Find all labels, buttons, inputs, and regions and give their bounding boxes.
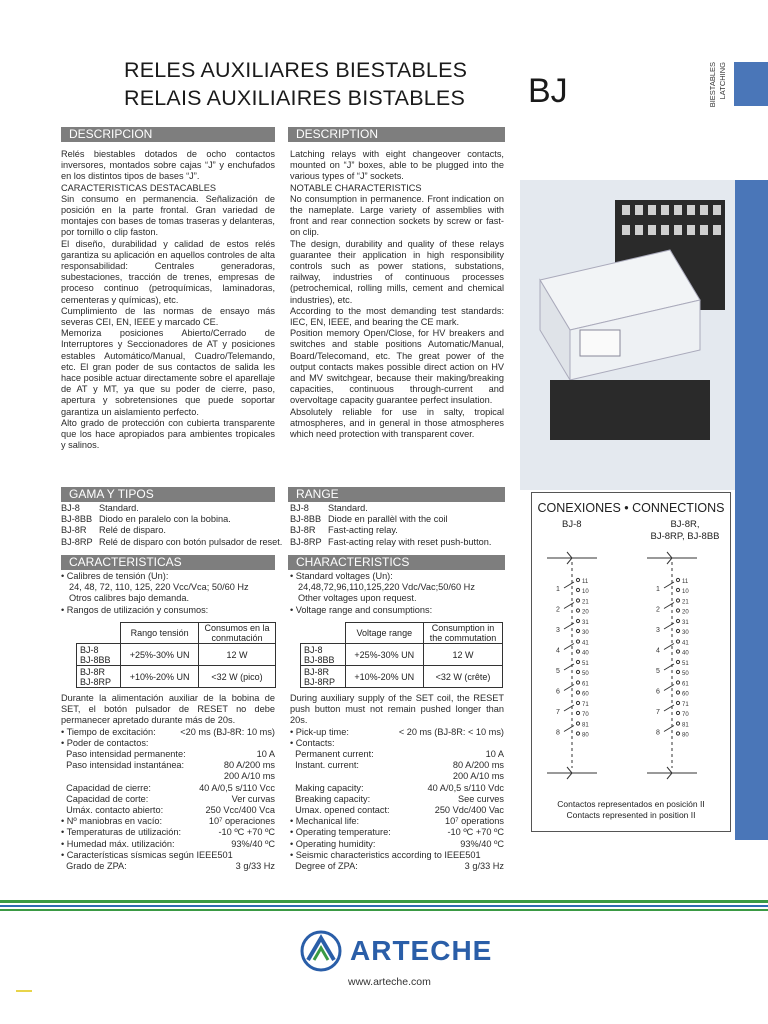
spec-value: 80 A/200 ms <box>452 760 504 771</box>
left-contact-no <box>576 722 579 725</box>
product-code: BJ <box>528 72 568 110</box>
left-contact-nc <box>576 609 579 612</box>
blue-side-bar <box>735 180 768 840</box>
range-list <box>290 503 504 548</box>
left-contact-nc <box>576 711 579 714</box>
left-terminal-label: 61 <box>582 681 589 688</box>
right-terminal-number: 1 <box>656 586 660 593</box>
side-tab-es: BIESTABLES <box>708 62 717 108</box>
arteche-logo-icon <box>300 930 342 972</box>
table-row <box>301 666 503 688</box>
right-terminal-label: 30 <box>682 630 689 636</box>
right-contact-nc <box>676 588 679 591</box>
model-code: BJ-8R <box>290 525 316 536</box>
paragraph: NOTABLE CHARACTERISTICS <box>290 182 422 193</box>
paragraph: CARACTERISTICAS DESTACABLES <box>61 182 217 193</box>
spec-value: 200 A/10 ms <box>452 771 504 782</box>
characteristics-head <box>290 571 504 616</box>
left-terminal-label: 40 <box>582 650 589 657</box>
spec-key: Capacidad de cierre: <box>61 782 151 793</box>
side-tab <box>734 62 768 106</box>
left-terminal-number: 2 <box>556 606 560 614</box>
cons-cell: 12 W <box>199 644 276 666</box>
wiring-diagram <box>532 548 730 798</box>
spec-key: Capacidad de corte: <box>61 793 149 804</box>
left-terminal-label: 80 <box>582 732 589 739</box>
spec-key: Grado de ZPA: <box>61 861 127 872</box>
footer-blue-stripe <box>0 905 768 907</box>
website-link[interactable]: www.arteche.com <box>348 976 431 988</box>
model-name: BJ-8BB <box>80 654 111 665</box>
section-header-descripcion: DESCRIPCION <box>61 127 275 142</box>
set-note: Durante la alimentación auxiliar de la bobina de SET, el botón pulsador de RESET no debe permanecer apretado durante más de 20s. <box>61 693 275 726</box>
spec-key: • Temperaturas de utilización: <box>61 827 181 838</box>
voltage-note: Other voltages upon request. <box>298 593 417 604</box>
spec-row <box>290 794 504 805</box>
left-terminal-label: 70 <box>582 712 589 718</box>
left-terminal-label: 81 <box>582 722 589 729</box>
right-terminal-label: 20 <box>682 609 689 616</box>
tension-note: Otros calibres bajo demanda. <box>69 593 190 604</box>
spec-row <box>61 827 275 838</box>
right-contact-nc <box>676 711 679 714</box>
right-diagram-label: BJ-8R, BJ-8RP, BJ-8BB <box>650 519 720 542</box>
spec-row <box>290 760 504 771</box>
right-contact-nc <box>676 691 679 694</box>
spec-row <box>61 727 275 738</box>
right-contact-no <box>676 722 679 725</box>
right-contact-no <box>676 681 679 684</box>
set-note: During auxiliary supply of the SET coil, the RESET push button must not remain pushed longer than 20s. <box>290 693 504 726</box>
caracteristicas-specs <box>61 693 275 872</box>
left-contact-no <box>576 701 579 704</box>
left-contact-no <box>576 619 579 622</box>
right-terminal-label: 70 <box>682 712 689 718</box>
model-name: BJ-8BB <box>304 654 335 665</box>
voltage-label: • Standard voltages (Un): <box>290 571 393 581</box>
left-terminal-label: 31 <box>582 620 589 626</box>
connections-title: CONEXIONES • CONNECTIONS <box>537 501 725 515</box>
right-contact-no <box>676 619 679 622</box>
list-item <box>290 514 504 525</box>
range-cell: +25%-30% UN <box>121 644 199 666</box>
spec-value: See curves <box>458 793 504 804</box>
spec-row <box>61 805 275 816</box>
model-cell <box>77 644 121 666</box>
left-contact-no <box>576 578 579 581</box>
model-code: BJ-8BB <box>290 514 322 525</box>
corner-mark <box>16 990 32 992</box>
table-header: Rango tensión <box>121 623 199 644</box>
left-terminal-number: 8 <box>556 729 560 737</box>
spec-row <box>290 749 504 760</box>
paragraph: Absolutely reliable for use in salty, tropical atmospheres, and in general in those atmospheres which need protection with transparent cover. <box>290 406 504 440</box>
spec-key: Paso intensidad instantánea: <box>61 760 185 771</box>
paragraph: No consumption in permanence. Front indication on the nameplate. Large variety of assemblies with front and rear connection sockets by screw or fast-on clip. <box>290 193 504 238</box>
right-contact-no <box>676 578 679 581</box>
spec-row <box>290 861 504 872</box>
spec-row <box>290 850 504 861</box>
right-terminal-number: 4 <box>656 647 660 655</box>
right-terminal-label: 60 <box>682 691 689 698</box>
right-terminal-number: 3 <box>656 627 660 634</box>
paragraph: Relés biestables dotados de ocho contactos inversores, montados sobre cajas “J” y enchufados en los distintos tipos de bases “J”. <box>61 149 275 182</box>
page-title-fr: RELAIS AUXILIAIRES BISTABLES <box>124 86 465 110</box>
right-terminal-label: 81 <box>682 722 689 729</box>
right-terminal-label: 31 <box>682 620 689 626</box>
list-item <box>290 537 504 548</box>
model-code: BJ-8RP <box>61 536 93 547</box>
footer-es: Contactos representados en posición II <box>557 799 705 809</box>
left-terminal-number: 7 <box>556 709 560 716</box>
spec-value: -10 ºC +70 ºC <box>218 827 275 838</box>
spec-value: 10 A <box>256 749 275 760</box>
product-photo <box>520 180 735 490</box>
left-terminal-label: 10 <box>582 589 589 595</box>
model-name: BJ-8 <box>80 644 99 655</box>
spec-row <box>290 727 504 738</box>
description-text <box>290 149 504 440</box>
right-contact-nc <box>676 650 679 653</box>
section-header-range: RANGE <box>288 487 505 502</box>
model-name: BJ-8R <box>304 666 330 677</box>
right-contact-nc <box>676 629 679 632</box>
section-header-characteristics: CHARACTERISTICS <box>288 555 505 570</box>
right-contact-no <box>676 599 679 602</box>
spec-value: 10⁷ operaciones <box>208 816 275 827</box>
right-contact-nc <box>676 609 679 612</box>
section-header-gama: GAMA Y TIPOS <box>61 487 275 502</box>
spec-key: • Contacts: <box>290 737 335 748</box>
side-tab-en: LATCHING <box>718 62 727 100</box>
page-title-es: RELES AUXILIARES BIESTABLES <box>124 58 468 82</box>
caracteristicas-head <box>61 571 275 616</box>
list-item <box>61 525 275 536</box>
list-item <box>61 536 283 548</box>
paragraph: According to the most demanding test standards: IEC, EN, IEEE, and bearing the CE mark. <box>290 305 504 328</box>
right-terminal-label: 40 <box>682 650 689 657</box>
spec-row <box>290 816 504 827</box>
left-terminal-label: 50 <box>582 671 589 677</box>
spec-row <box>290 827 504 838</box>
right-contact-no <box>676 701 679 704</box>
rangos-label: • Rangos de utilización y consumos: <box>61 604 209 615</box>
tension-label: • Calibres de tensión (Un): <box>61 571 169 581</box>
left-diagram-label: BJ-8 <box>562 519 582 530</box>
spec-key: • Mechanical life: <box>290 816 360 827</box>
right-terminal-label: 80 <box>682 732 689 739</box>
footer-green-stripe <box>0 900 768 903</box>
cons-cell: <32 W (crête) <box>424 666 503 688</box>
left-terminal-label: 20 <box>582 609 589 616</box>
left-contact-no <box>576 660 579 663</box>
spec-value: <20 ms (BJ-8R: 10 ms) <box>180 726 275 737</box>
paragraph: Memoriza posiciones Abierto/Cerrado de Interruptores y Seccionadores de AT y posiciones estables Automático/Manual, Cuadro/Telemando, etc. El gran poder de sus contactos de salida les hace posible actuar directamente sobre el aparellaje de AT y MT, ya que su poder de cierre, paso, apertura y sobretensiones que puede soportar garantiza un aislamiento perfecto. <box>61 328 275 417</box>
paragraph: Cumplimiento de las normas de ensayo más severas CEI, EN, IEEE y marcado CE. <box>61 305 275 328</box>
spec-row <box>61 771 275 782</box>
range-cell: +25%-30% UN <box>345 644 423 666</box>
section-header-description: DESCRIPTION <box>288 127 505 142</box>
spec-key: Umáx. contacto abierto: <box>61 805 164 816</box>
left-terminal-label: 51 <box>582 661 589 667</box>
spec-key: • Características sísmicas según IEEE501 <box>61 849 233 860</box>
spec-value: 93%/40 ºC <box>231 838 275 849</box>
right-contact-nc <box>676 670 679 673</box>
spec-row <box>61 738 275 749</box>
left-contact-nc <box>576 629 579 632</box>
spec-value: 10 A <box>485 749 504 760</box>
spec-list <box>290 727 504 873</box>
voltage-values: 24,48,72,96,110,125,220 Vdc/Vac;50/60 Hz <box>298 582 475 593</box>
descripcion-text <box>61 149 275 451</box>
model-name: BJ-8RP <box>304 676 336 687</box>
spec-key: • Operating temperature: <box>290 827 391 838</box>
right-terminal-label: 21 <box>682 599 689 606</box>
right-terminal-label: 41 <box>682 640 689 647</box>
paragraph: Position memory Open/Close, for HV breakers and switches and stable positions Automatic/Manual, Board/Telecomand, etc. The great power of the output contacts makes possible direct action on HV and MV switchgear, because their making/breaking capacities, continuous through-current and overvoltage capacity guarantee perfect insulation. <box>290 328 504 406</box>
relay-illustration <box>520 180 735 490</box>
spec-key: • Seismic characteristics according to IEEE501 <box>290 849 481 860</box>
spec-row <box>61 783 275 794</box>
spec-value: Ver curvas <box>231 793 275 804</box>
model-code: BJ-8 <box>290 503 309 513</box>
right-contact-no <box>676 660 679 663</box>
gama-list <box>61 503 283 548</box>
left-terminal-label: 11 <box>582 579 589 585</box>
left-contact-nc <box>576 691 579 694</box>
right-terminal-number: 6 <box>656 688 660 696</box>
section-header-caracteristicas: CARACTERISTICAS <box>61 555 275 570</box>
model-desc: Fast-acting relay. <box>328 525 398 536</box>
left-terminal-label: 21 <box>582 599 589 606</box>
right-contact-nc <box>676 732 679 735</box>
right-terminal-label: 71 <box>682 702 689 708</box>
paragraph: The design, durability and quality of these relays guarantee their application in high responsibility controls such as power stations, substations, railway, industries of continuous processes (petrochemical, rolling mills, cement and chemical industries), etc. <box>290 238 504 305</box>
spec-key: Instant. current: <box>290 760 359 771</box>
left-contact-no <box>576 599 579 602</box>
model-code: BJ-8BB <box>61 514 93 525</box>
connections-footer <box>532 799 730 821</box>
left-terminal-number: 4 <box>556 647 560 655</box>
table-row <box>77 666 276 688</box>
cons-cell: <32 W (pico) <box>199 666 276 688</box>
right-terminal-number: 7 <box>656 709 660 716</box>
left-terminal-label: 30 <box>582 630 589 636</box>
model-desc: Diodo en paralelo con la bobina. <box>99 514 231 525</box>
spec-row <box>61 861 275 872</box>
table-row <box>77 623 276 644</box>
spec-key: Breaking capacity: <box>290 793 371 804</box>
spec-value: -10 ºC +70 ºC <box>447 827 504 838</box>
spec-row <box>290 738 504 749</box>
right-terminal-number: 2 <box>656 606 660 614</box>
spec-row <box>61 749 275 760</box>
list-item <box>290 525 504 536</box>
left-terminal-number: 5 <box>556 668 560 675</box>
table-header: Consumption in the commutation <box>424 623 503 644</box>
right-terminal-number: 5 <box>656 668 660 675</box>
paragraph: El diseño, durabilidad y calidad de estos relés garantiza su aplicación en aquellos controles de alta responsabilidad: Centrales generadoras, subestaciones, tracción de trenes, empresas de proceso continuo (petroquímicas, laminadoras, cementeras y químicas), etc. <box>61 238 275 305</box>
spec-key: • Poder de contactos: <box>61 737 149 748</box>
tension-values: 24, 48, 72, 110, 125, 220 Vcc/Vca; 50/60 Hz <box>69 582 249 593</box>
characteristics-specs <box>290 693 504 872</box>
right-terminal-label: 50 <box>682 671 689 677</box>
table-header: Voltage range <box>345 623 423 644</box>
spec-row <box>290 839 504 850</box>
table-row <box>77 644 276 666</box>
spec-row <box>290 783 504 794</box>
spec-key: • Humedad máx. utilización: <box>61 838 175 849</box>
footer-green-stripe-2 <box>0 909 768 911</box>
spec-value: 80 A/200 ms <box>223 760 275 771</box>
model-code: BJ-8RP <box>290 536 322 547</box>
left-terminal-label: 71 <box>582 702 589 708</box>
spec-key: • Nº maniobras en vacío: <box>61 816 163 827</box>
model-desc: Fast-acting relay with reset push-button. <box>328 536 492 547</box>
right-terminal-label: 11 <box>682 579 689 585</box>
left-contact-no <box>576 681 579 684</box>
right-terminal-label: 10 <box>682 589 689 595</box>
model-name: BJ-8R <box>80 666 106 677</box>
left-contact-nc <box>576 650 579 653</box>
voltage-table <box>300 622 503 688</box>
table-row <box>301 644 503 666</box>
model-name: BJ-8RP <box>80 676 112 687</box>
spec-row <box>290 805 504 816</box>
right-terminal-label: 61 <box>682 681 689 688</box>
model-desc: Relé de disparo. <box>99 525 166 536</box>
left-terminal-label: 60 <box>582 691 589 698</box>
model-code: BJ-8 <box>61 503 80 513</box>
model-desc: Relé de disparo con botón pulsador de reset. <box>99 536 283 547</box>
range-cell: +10%-20% UN <box>121 666 199 688</box>
brand-name: ARTECHE <box>350 935 493 966</box>
spec-value: < 20 ms (BJ-8R: < 10 ms) <box>398 726 504 737</box>
rangos-table <box>76 622 276 688</box>
spec-list <box>61 727 275 873</box>
spec-value: 200 A/10 ms <box>223 771 275 782</box>
spec-row <box>61 839 275 850</box>
left-contact-nc <box>576 732 579 735</box>
paragraph: Alto grado de protección con cubierta transparente que los hace apropiados para ambientes tropicales y salinos. <box>61 417 275 451</box>
spec-row <box>290 771 504 782</box>
model-code: BJ-8R <box>61 525 87 536</box>
model-name: BJ-8 <box>304 644 323 655</box>
table-row <box>301 623 503 644</box>
spec-key: Paso intensidad permanente: <box>61 749 186 760</box>
spec-key: Umax. opened contact: <box>290 805 390 816</box>
spec-key: Making capacity: <box>290 782 364 793</box>
model-desc: Standard. <box>328 503 368 513</box>
spec-key: • Tiempo de excitación: <box>61 726 156 737</box>
spec-value: 40 A/0,5 s/110 Vcc <box>199 782 275 793</box>
spec-key: Permanent current: <box>290 749 374 760</box>
spec-value: 10⁷ operations <box>444 816 504 827</box>
spec-row <box>61 794 275 805</box>
spec-row <box>61 816 275 827</box>
spec-value: 3 g/33 Hz <box>235 861 275 872</box>
right-terminal-number: 8 <box>656 729 660 737</box>
cons-cell: 12 W <box>424 644 503 666</box>
model-cell <box>301 666 346 688</box>
model-cell <box>77 666 121 688</box>
spec-value: 250 Vcc/400 Vca <box>205 805 275 816</box>
list-item <box>61 514 275 525</box>
footer-en: Contacts represented in position II <box>566 810 696 820</box>
left-contact-no <box>576 640 579 643</box>
side-tab-text <box>705 62 733 106</box>
range-label: • Voltage range and consumptions: <box>290 604 433 615</box>
spec-key: • Operating humidity: <box>290 838 376 849</box>
spec-key: Degree of ZPA: <box>290 861 358 872</box>
model-desc: Standard. <box>99 503 139 513</box>
left-terminal-number: 1 <box>556 586 560 593</box>
left-contact-nc <box>576 670 579 673</box>
spec-value: 40 A/0,5 s/110 Vdc <box>427 782 504 793</box>
paragraph: Sin consumo en permanencia. Señalización de posición en la parte frontal. Gran variedad de montajes con bases de tomas traseras y delanteras, por tornillo o clip faston. <box>61 193 275 238</box>
spec-row <box>61 760 275 771</box>
right-terminal-label: 51 <box>682 661 689 667</box>
left-contact-nc <box>576 588 579 591</box>
paragraph: Latching relays with eight changeover contacts, mounted on “J” boxes, able to be plugged into the various types of “J” sockets. <box>290 149 504 182</box>
list-item <box>290 503 504 514</box>
left-terminal-number: 3 <box>556 627 560 634</box>
left-terminal-label: 41 <box>582 640 589 647</box>
connections-panel <box>531 492 731 832</box>
spec-row <box>61 850 275 861</box>
spec-value: 250 Vdc/400 Vac <box>434 805 504 816</box>
left-terminal-number: 6 <box>556 688 560 696</box>
right-contact-no <box>676 640 679 643</box>
range-cell: +10%-20% UN <box>345 666 423 688</box>
spec-key: • Pick-up time: <box>290 726 349 737</box>
table-header: Consumos en la conmutación <box>199 623 276 644</box>
model-desc: Diode en parallèl with the coil <box>328 514 448 525</box>
spec-value: 93%/40 ºC <box>460 838 504 849</box>
spec-value: 3 g/33 Hz <box>464 861 504 872</box>
model-cell <box>301 644 346 666</box>
list-item <box>61 503 275 514</box>
